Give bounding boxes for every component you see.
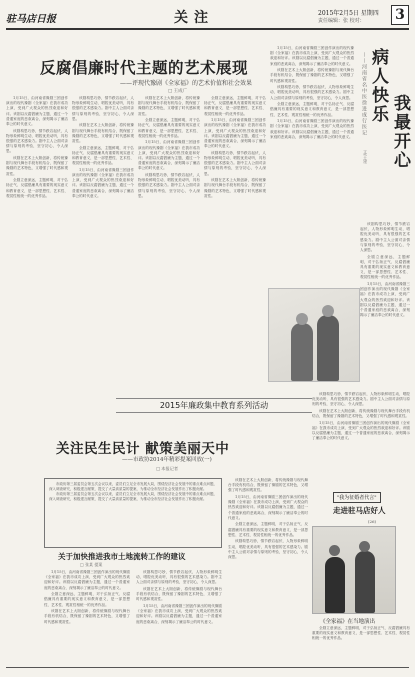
article-2-intro: 市政协第三届委员会第五次会议以来，委员们立足全市发展大局，围绕经济社会发展中的重点难点问题，深入调查研究，积极建言献策，提交了大量高质量的提案，为推动全市经济社会发展作出了积极贡献。 (49, 492, 217, 501)
page-number: 3 (391, 5, 409, 25)
article-1-paragraph: 该剧在艺术上大胆创新，将传统豫剧与现代舞台手段有机结合，既保留了豫剧的艺术特色，又增强了时代感和观赏性。 (6, 156, 68, 176)
article-2-paragraph: 1月15日，由河南省豫剧三团创作演出的现代豫剧《全家福》在我市成功上演，受到广大观众的热烈欢迎和好评。该剧以反腐倡廉为主题，通过一个普通家庭的悲欢离合，深刻揭示了廉洁奉公的时代意义。 (228, 495, 308, 520)
article-2-right-column (312, 392, 410, 480)
article-1-paragraph: 该剧构思巧妙，情节跌宕起伏，人物形象鲜明生动，唱腔优美动听，具有很强的艺术感染力。剧中主人公面对亲情与原则的考验，坚守初心，令人深思。 (138, 173, 200, 198)
vertical-title-line-2: 我最开心 (390, 94, 410, 170)
article-2-intro: 市政协第三届委员会第五次会议以来，委员们立足全市发展大局，围绕经济社会发展中的重点难点问题，深入调查研究，积极建言献策，提交了大量高质量的提案，为推动全市经济社会发展作出了积极贡献。 (49, 482, 217, 491)
article-2-column (228, 478, 308, 664)
article-2-paragraph: 该剧在艺术上大胆创新，将传统豫剧与现代舞台手段有机结合，既保留了豫剧的艺术特色，又增强了时代感和观赏性。 (312, 409, 410, 419)
feature-paragraph: 全剧立意深远，主题鲜明，对于弘扬正气、反腐倡廉具有重要的现实意义和教育意义，是一部思想性、艺术性、观赏性相统一的优秀作品。 (360, 254, 410, 280)
person-silhouette (325, 557, 345, 613)
person-silhouette (355, 551, 375, 613)
article-1-paragraph: 全剧立意深远，主题鲜明，对于弘扬正气、反腐倡廉具有重要的现实意义和教育意义，是一部思想性、艺术性、观赏性相统一的优秀作品。 (270, 102, 354, 117)
article-2-paragraph: 全剧立意深远，主题鲜明，对于弘扬正气、反腐倡廉具有重要的现实意义和教育意义，是一部思想性、艺术性、观赏性相统一的优秀作品。 (228, 522, 308, 537)
article-2-paragraph: 该剧在艺术上大胆创新，将传统豫剧与现代舞台手段有机结合，既保留了豫剧的艺术特色，又增强了时代感和观赏性。 (228, 478, 308, 493)
article-1-column-1 (6, 96, 68, 392)
article-2-subhead: ——市政协2014年精彩提案回放(一) (122, 457, 212, 463)
article-1-paragraph: 全剧立意深远，主题鲜明，对于弘扬正气、反腐倡廉具有重要的现实意义和教育意义，是一部思想性、艺术性、观赏性相统一的优秀作品。 (138, 118, 200, 138)
article-1-paragraph: 1月15日，由河南省豫剧三团创作演出的现代豫剧《全家福》在我市成功上演，受到广大观众的热烈欢迎和好评。该剧以反腐倡廉为主题，通过一个普通家庭的悲欢离合，深刻揭示了廉洁奉公的时代意义。 (270, 46, 354, 66)
article-1-paragraph: 全剧立意深远，主题鲜明，对于弘扬正气、反腐倡廉具有重要的现实意义和教育意义，是一部思想性、艺术性、观赏性相统一的优秀作品。 (6, 178, 68, 198)
article-1-paragraph: 该剧构思巧妙，情节跌宕起伏，人物形象鲜明生动，唱腔优美动听，具有很强的艺术感染力。剧中主人公面对亲情与原则的考验，坚守初心，令人深思。 (72, 96, 134, 121)
figure-silhouette (317, 315, 339, 381)
article-1-column-4 (204, 96, 266, 392)
campaign-banner: 2015年廉政集中教育系列活动 (116, 398, 312, 413)
feature-paragraph: 1月15日，由河南省豫剧三团创作演出的现代豫剧《全家福》在我市成功上演，受到广大观众的热烈欢迎和好评。该剧以反腐倡廉为主题，通过一个普通家庭的悲欢离合，深刻揭示了廉洁奉公的时代意义。 (360, 282, 410, 318)
vertical-author: 文/王建 (363, 150, 368, 164)
caption-paragraph: 全剧立意深远，主题鲜明，对于弘扬正气、反腐倡廉具有重要的现实意义和教育意义，是一部思想性、艺术性、观赏性相统一的优秀作品。 (312, 626, 410, 641)
vertical-feature (356, 46, 414, 216)
article-1-paragraph: 该剧在艺术上大胆创新，将传统豫剧与现代舞台手段有机结合，既保留了豫剧的艺术特色，又增强了时代感和观赏性。 (138, 96, 200, 116)
article-1-paragraph: 1月15日，由河南省豫剧三团创作演出的现代豫剧《全家福》在我市成功上演，受到广大观众的热烈欢迎和好评。该剧以反腐倡廉为主题，通过一个普通家庭的悲欢离合，深刻揭示了廉洁奉公的时代意义。 (204, 118, 266, 149)
issue-date: 2015年2月5日 星期四 (318, 10, 379, 17)
article-3-column-2 (136, 570, 222, 666)
editor-credit: 责任编辑：张 校对： (318, 18, 365, 24)
feature-paragraph: 该剧构思巧妙，情节跌宕起伏，人物形象鲜明生动，唱腔优美动听，具有很强的艺术感染力。剧中主人公面对亲情与原则的考验，坚守初心，令人深思。 (360, 222, 410, 253)
side-feature-tag: "我为征婚者代言" (333, 492, 381, 503)
figure-head (296, 313, 308, 325)
article-1-paragraph: 1月15日，由河南省豫剧三团创作演出的现代豫剧《全家福》在我市成功上演，受到广大观众的热烈欢迎和好评。该剧以反腐倡廉为主题，通过一个普通家庭的悲欢离合，深刻揭示了廉洁奉公的时代意义。 (270, 119, 354, 139)
article-3-paragraph: 该剧在艺术上大胆创新，将传统豫剧与现代舞台手段有机结合，既保留了豫剧的艺术特色，又增强了时代感和观赏性。 (44, 609, 130, 624)
article-1-column-3 (138, 96, 200, 392)
portrait-photo (312, 526, 396, 614)
article-2-paragraph: 该剧构思巧妙，情节跌宕起伏，人物形象鲜明生动，唱腔优美动听，具有很强的艺术感染力。剧中主人公面对亲情与原则的考验，坚守初心，令人深思。 (228, 539, 308, 560)
article-1-subhead: ——评现代豫剧《全家福》的艺术价值和社会效果 (120, 80, 253, 87)
side-feature-number: (26) (367, 519, 377, 524)
article-1-column-5 (270, 46, 354, 282)
article-2-paragraph: 1月15日，由河南省豫剧三团创作演出的现代豫剧《全家福》在我市成功上演，受到广大观众的热烈欢迎和好评。该剧以反腐倡廉为主题，通过一个普通家庭的悲欢离合，深刻揭示了廉洁奉公的时代意义。 (312, 420, 410, 441)
article-1-paragraph: 1月15日，由河南省豫剧三团创作演出的现代豫剧《全家福》在我市成功上演，受到广大观众的热烈欢迎和好评。该剧以反腐倡廉为主题，通过一个普通家庭的悲欢离合，深刻揭示了廉洁奉公的时代意义。 (72, 167, 134, 198)
paper-name: 驻马店日报 (6, 14, 56, 25)
vertical-title-line-1: 病人快乐 (368, 48, 388, 124)
vertical-subtitle: ——河南省名中医徐进成行医记 (361, 52, 367, 136)
figure-silhouette (291, 323, 313, 381)
article-1-paragraph: 该剧构思巧妙，情节跌宕起伏，人物形象鲜明生动，唱腔优美动听，具有很强的艺术感染力。剧中主人公面对亲情与原则的考验，坚守初心，令人深思。 (6, 128, 68, 154)
article-3-paragraph: 全剧立意深远，主题鲜明，对于弘扬正气、反腐倡廉具有重要的现实意义和教育意义，是一部思想性、艺术性、观赏性相统一的优秀作品。 (44, 592, 130, 607)
article-1-headline: 反腐倡廉时代主题的艺术展现 (40, 59, 249, 77)
section-title: 关注 (174, 10, 214, 26)
article-1-paragraph: 该剧构思巧妙，情节跌宕起伏，人物形象鲜明生动，唱腔优美动听，具有很强的艺术感染力。剧中主人公面对亲情与原则的考验，坚守初心，令人深思。 (270, 85, 354, 100)
figure-head (322, 305, 334, 317)
article-1-paragraph: 该剧在艺术上大胆创新，将传统豫剧与现代舞台手段有机结合，既保留了豫剧的艺术特色，又增强了时代感和观赏性。 (204, 178, 266, 198)
article-1-byline: □ 王成广 (168, 89, 188, 94)
article-2-headline: 关注民生民计 献策美丽天中 (56, 441, 230, 457)
article-2-intro-box (44, 478, 222, 548)
person-head (329, 545, 340, 556)
side-feature-box (333, 484, 411, 524)
article-1-paragraph: 全剧立意深远，主题鲜明，对于弘扬正气、反腐倡廉具有重要的现实意义和教育意义，是一部思想性、艺术性、观赏性相统一的优秀作品。 (72, 145, 134, 166)
article-1-paragraph: 该剧在艺术上大胆创新，将传统豫剧与现代舞台手段有机结合，既保留了豫剧的艺术特色，又增强了时代感和观赏性。 (270, 68, 354, 83)
performance-photo (268, 288, 360, 382)
person-head (359, 541, 370, 552)
article-1-paragraph: 该剧在艺术上大胆创新，将传统豫剧与现代舞台手段有机结合，既保留了豫剧的艺术特色，又增强了时代感和观赏性。 (72, 123, 134, 144)
article-1-paragraph: 1月15日，由河南省豫剧三团创作演出的现代豫剧《全家福》在我市成功上演，受到广大观众的热烈欢迎和好评。该剧以反腐倡廉为主题，通过一个普通家庭的悲欢离合，深刻揭示了廉洁奉公的时代意义。 (138, 140, 200, 171)
article-1-paragraph: 该剧构思巧妙，情节跌宕起伏，人物形象鲜明生动，唱腔优美动听，具有很强的艺术感染力。剧中主人公面对亲情与原则的考验，坚守初心，令人深思。 (204, 150, 266, 176)
masthead (6, 4, 409, 30)
photo-caption: 《全家福》在当地演出 (320, 619, 376, 625)
article-3-paragraph: 1月15日，由河南省豫剧三团创作演出的现代豫剧《全家福》在我市成功上演，受到广大观众的热烈欢迎和好评。该剧以反腐倡廉为主题，通过一个普通家庭的悲欢离合，深刻揭示了廉洁奉公的时代意义。 (136, 604, 222, 624)
article-3-paragraph: 该剧在艺术上大胆创新，将传统豫剧与现代舞台手段有机结合，既保留了豫剧的艺术特色，又增强了时代感和观赏性。 (136, 587, 222, 602)
article-1-column-2 (72, 96, 134, 392)
caption-text (312, 626, 410, 666)
article-3-column-1 (44, 570, 130, 666)
article-3-byline: □ 张某 提案 (80, 562, 103, 567)
feature-column (360, 222, 410, 392)
article-2-paragraph: 该剧构思巧妙，情节跌宕起伏，人物形象鲜明生动，唱腔优美动听，具有很强的艺术感染力。剧中主人公面对亲情与原则的考验，坚守初心，令人深思。 (312, 392, 410, 407)
article-3-paragraph: 1月15日，由河南省豫剧三团创作演出的现代豫剧《全家福》在我市成功上演，受到广大观众的热烈欢迎和好评。该剧以反腐倡廉为主题，通过一个普通家庭的悲欢离合，深刻揭示了廉洁奉公的时代意义。 (44, 570, 130, 590)
article-3-paragraph: 该剧构思巧妙，情节跌宕起伏，人物形象鲜明生动，唱腔优美动听，具有很强的艺术感染力。剧中主人公面对亲情与原则的考验，坚守初心，令人深思。 (136, 570, 222, 585)
article-3-headline: 关于加快推进我市土地流转工作的建议 (58, 552, 186, 561)
side-feature-title: 走进驻马店好人 (333, 506, 386, 515)
article-1-paragraph: 全剧立意深远，主题鲜明，对于弘扬正气、反腐倡廉具有重要的现实意义和教育意义，是一部思想性、艺术性、观赏性相统一的优秀作品。 (204, 96, 266, 116)
page-footer-rule (6, 667, 409, 668)
article-1-paragraph: 1月15日，由河南省豫剧三团创作演出的现代豫剧《全家福》在我市成功上演，受到广大观众的热烈欢迎和好评。该剧以反腐倡廉为主题，通过一个普通家庭的悲欢离合，深刻揭示了廉洁奉公的时代意义。 (6, 96, 68, 127)
article-2-byline: □ 本报记者 (156, 466, 179, 471)
